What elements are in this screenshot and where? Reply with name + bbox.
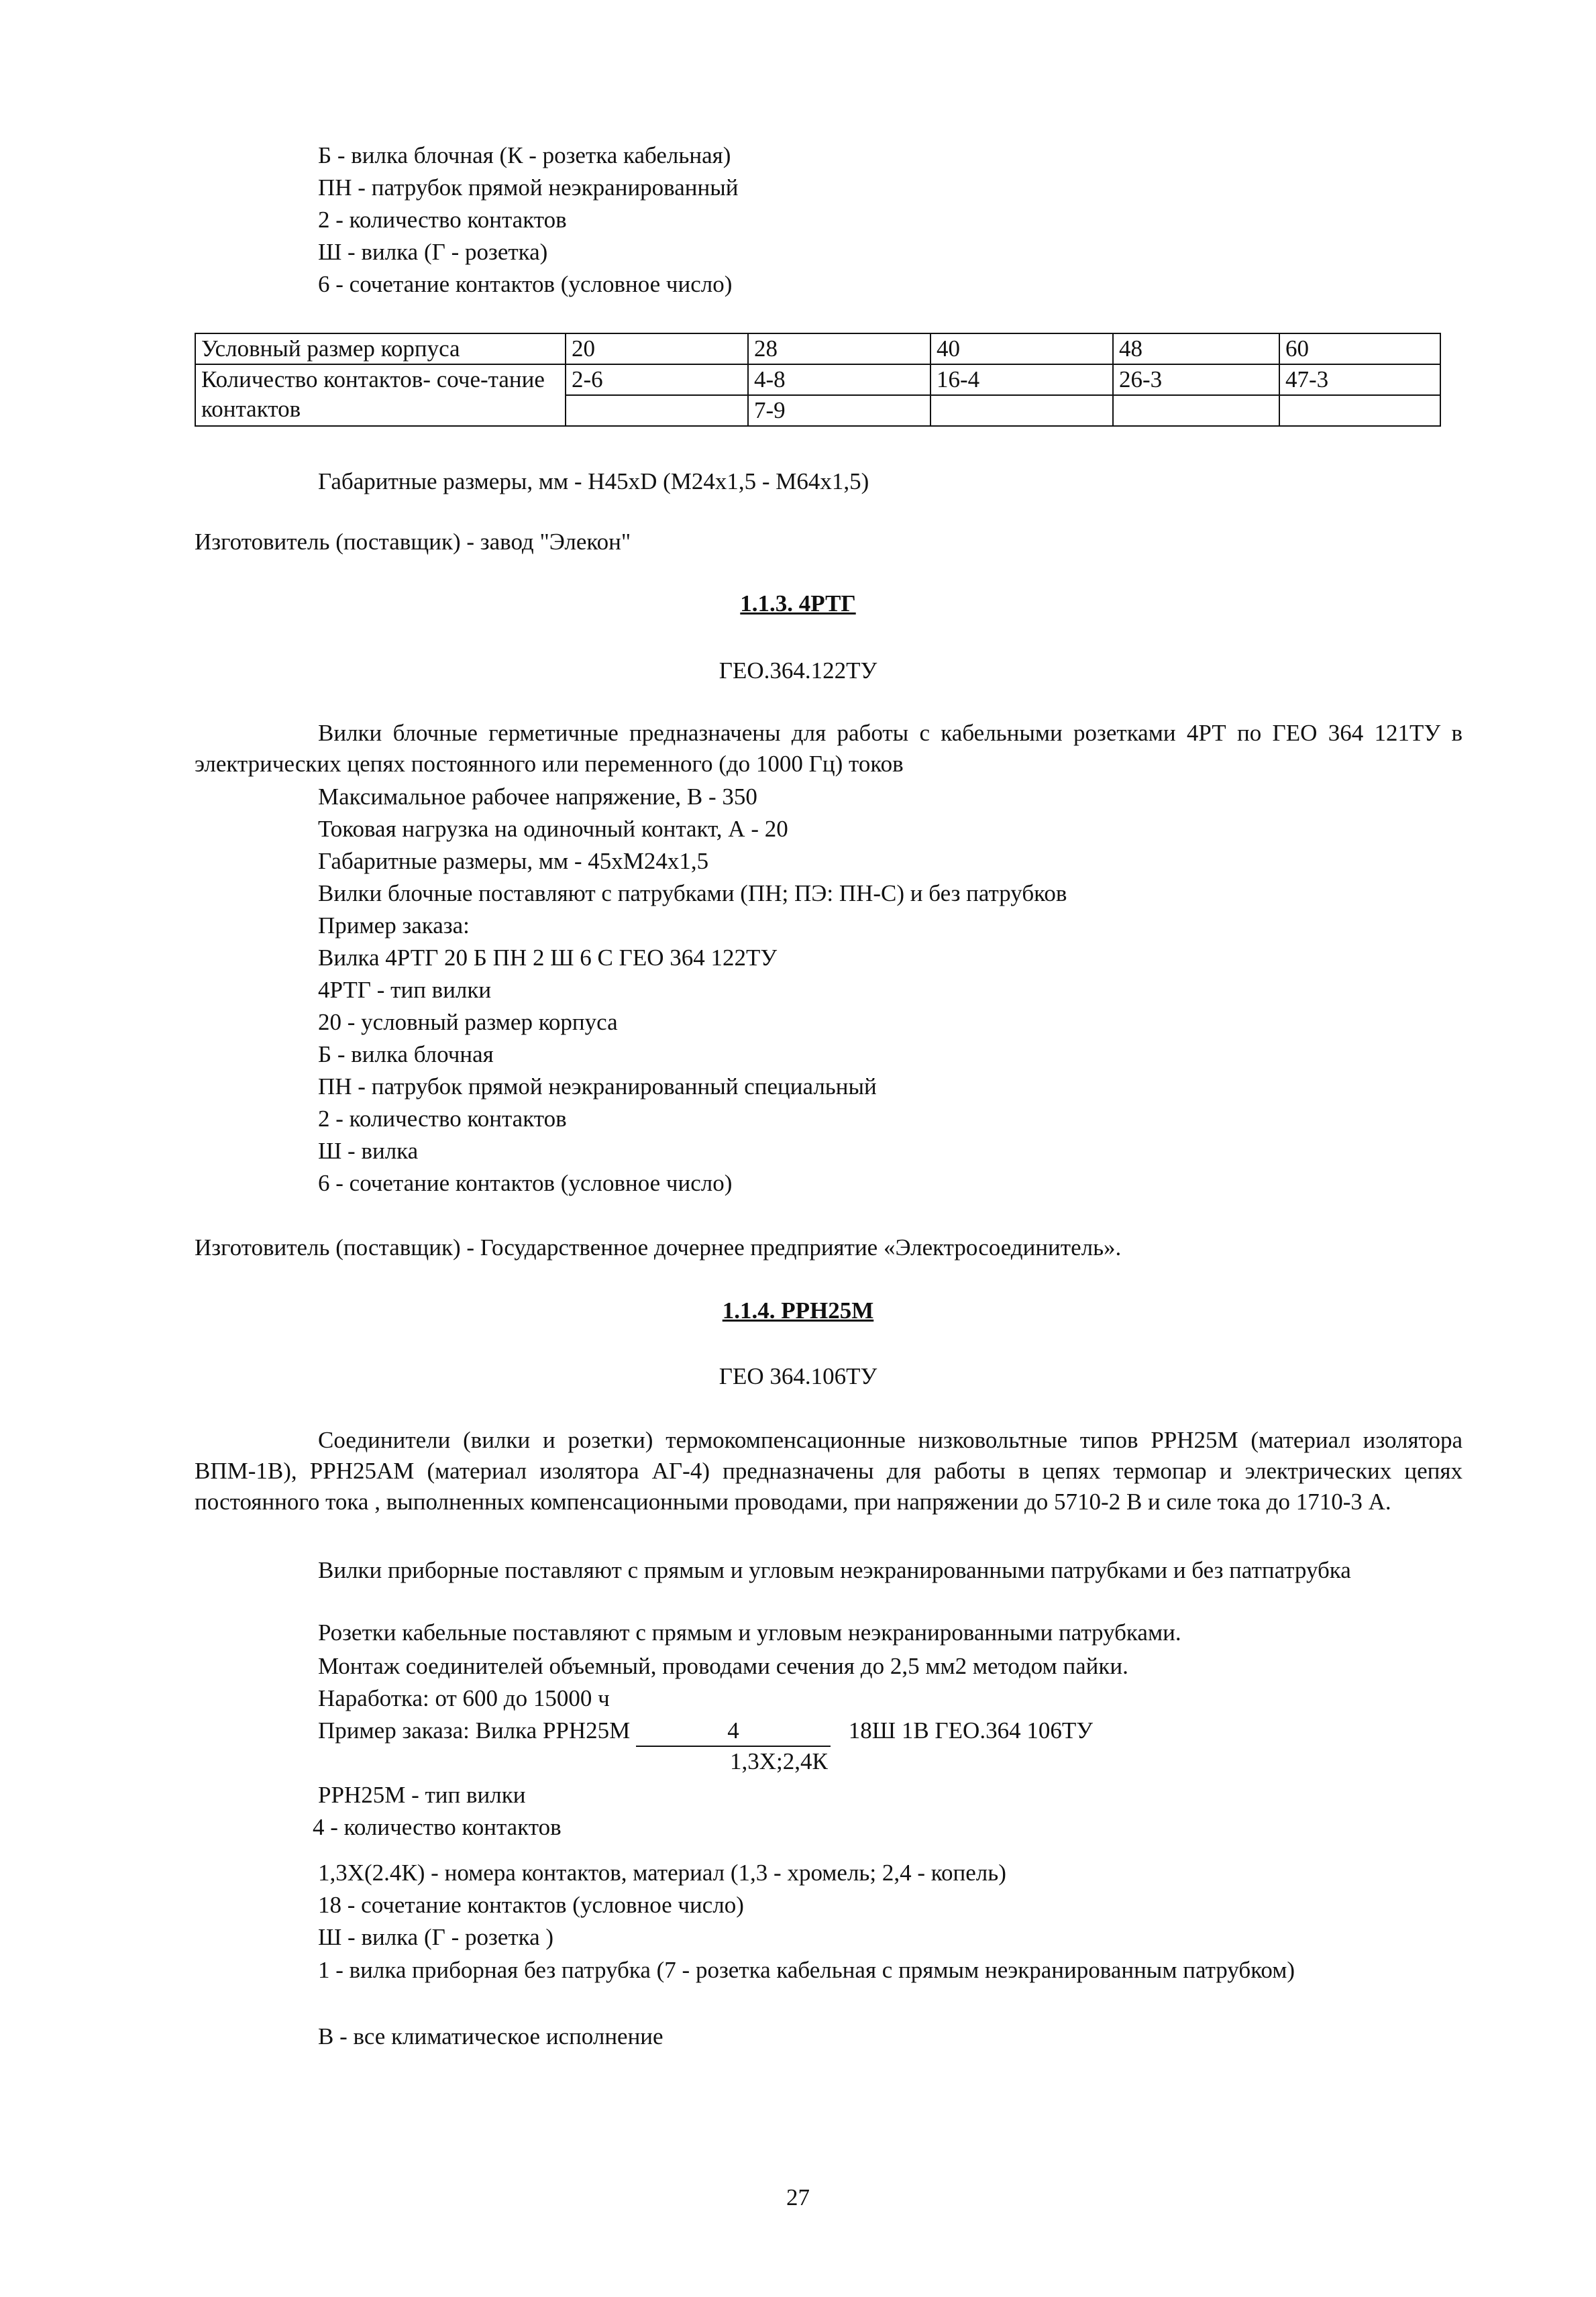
text-line: Максимальное рабочее напряжение, В - 350 — [318, 784, 757, 810]
table-cell: 60 — [1279, 333, 1440, 364]
table-cell — [566, 395, 748, 426]
table-cell: 16-4 — [930, 364, 1113, 395]
text-line: Габаритные размеры, мм - 45хМ24х1,5 — [318, 848, 709, 874]
text-line: Вилка 4РТГ 20 Б ПН 2 Ш 6 С ГЕО 364 122ТУ — [318, 945, 778, 971]
manufacturer-line: Изготовитель (поставщик) - Государственное дочернее предприятие «Электросоединитель». — [195, 1234, 1122, 1261]
section-heading: 1.1.3. 4РТГ — [740, 590, 856, 617]
text-line: Розетки кабельные поставляют с прямым и угловым неэкранированными патрубками. — [318, 1619, 1181, 1646]
section-paragraph: Вилки блочные герметичные предназначены для работы с кабельными розетками 4РТ по ГЕО 364 121ТУ в электрических цепях постоянного или переменного (до 1000 Гц) токов — [195, 720, 1462, 777]
table-cell: 28 — [748, 333, 930, 364]
table-cell: 7-9 — [748, 395, 930, 426]
text-line: 2 - количество контактов — [318, 1106, 567, 1132]
table-row — [195, 333, 1440, 364]
text-line: 4 - количество контактов — [313, 1814, 562, 1840]
table-cell: Условный размер корпуса — [195, 333, 566, 364]
dimensions-line: Габаритные размеры, мм - Н45хD (М24х1,5 - М64х1,5) — [318, 468, 869, 494]
section-code: ГЕО.364.122ТУ — [719, 657, 877, 684]
top-line: Ш - вилка (Г - розетка) — [318, 239, 548, 265]
order-numerator: 4 — [636, 1716, 831, 1747]
table-cell: 47-3 — [1279, 364, 1440, 395]
top-line: Б - вилка блочная (К - розетка кабельная) — [318, 142, 731, 168]
text-line: 20 - условный размер корпуса — [318, 1009, 618, 1035]
table-cell: Количество контактов- соче-тание контактов — [195, 364, 566, 426]
text-line: 18 - сочетание контактов (условное число) — [318, 1892, 744, 1918]
order-denominator: 1,3Х;2,4К — [730, 1748, 828, 1774]
text-line: 4РТГ - тип вилки — [318, 977, 492, 1003]
text-line: 6 - сочетание контактов (условное число) — [318, 1170, 733, 1196]
table-cell: 4-8 — [748, 364, 930, 395]
text-line: 1,3Х(2.4К) - номера контактов, материал (1,3 - хромель; 2,4 - копель) — [318, 1860, 1006, 1886]
top-line: 2 - количество контактов — [318, 207, 567, 233]
size-table — [195, 333, 1441, 427]
section-paragraph: 1 - вилка приборная без патрубка (7 - розетка кабельная с прямым неэкранированным патрубком) — [318, 1957, 1295, 1983]
section-paragraph: Соединители (вилки и розетки) термокомпенсационные низковольтные типов РРН25М (материал изолятора ВПМ-1В), РРН25АМ (материал изолятора АГ-4) предназначены для работы в цепях термопар и электрических цепях постоянного тока , выполненных компенсационными проводами, при напряжении до 5710-2 В и силе тока до 1710-3 А. — [195, 1427, 1462, 1515]
text-line: ПН - патрубок прямой неэкранированный специальный — [318, 1073, 877, 1100]
text-line: Ш - вилка (Г - розетка ) — [318, 1924, 554, 1950]
order-example — [318, 1716, 1093, 1747]
text-line: Наработка: от 600 до 15000 ч — [318, 1685, 610, 1711]
top-line: 6 - сочетание контактов (условное число) — [318, 271, 733, 297]
top-line: ПН - патрубок прямой неэкранированный — [318, 174, 739, 201]
table-cell: 48 — [1113, 333, 1279, 364]
table-cell: 40 — [930, 333, 1113, 364]
table-cell: 26-3 — [1113, 364, 1279, 395]
section-heading: 1.1.4. РРН25М — [722, 1297, 874, 1324]
section-paragraph: Вилки приборные поставляют с прямым и угловым неэкранированными патрубками и без патпатрубка — [318, 1557, 1351, 1583]
order-prefix: Пример заказа: Вилка РРН25М — [318, 1717, 631, 1744]
table-cell — [1279, 395, 1440, 426]
table-cell — [930, 395, 1113, 426]
text-line: Токовая нагрузка на одиночный контакт, А - 20 — [318, 816, 788, 842]
text-line: Пример заказа: — [318, 912, 470, 939]
text-line: Монтаж соединителей объемный, проводами сечения до 2,5 мм2 методом пайки. — [318, 1653, 1128, 1679]
text-line: Б - вилка блочная — [318, 1041, 494, 1067]
manufacturer-line: Изготовитель (поставщик) - завод "Элекон" — [195, 529, 631, 555]
table-row — [195, 364, 1440, 395]
order-suffix: 18Ш 1В ГЕО.364 106ТУ — [848, 1717, 1093, 1744]
text-line: РРН25М - тип вилки — [318, 1782, 526, 1808]
text-line: Вилки блочные поставляют с патрубками (ПН; ПЭ: ПН-С) и без патрубков — [318, 880, 1067, 906]
table-cell: 2-6 — [566, 364, 748, 395]
table-cell — [1113, 395, 1279, 426]
text-line: Ш - вилка — [318, 1138, 419, 1164]
section-code: ГЕО 364.106ТУ — [719, 1363, 877, 1389]
table-cell: 20 — [566, 333, 748, 364]
page-number: 27 — [786, 2184, 810, 2210]
text-line: В - все климатическое исполнение — [318, 2023, 663, 2049]
